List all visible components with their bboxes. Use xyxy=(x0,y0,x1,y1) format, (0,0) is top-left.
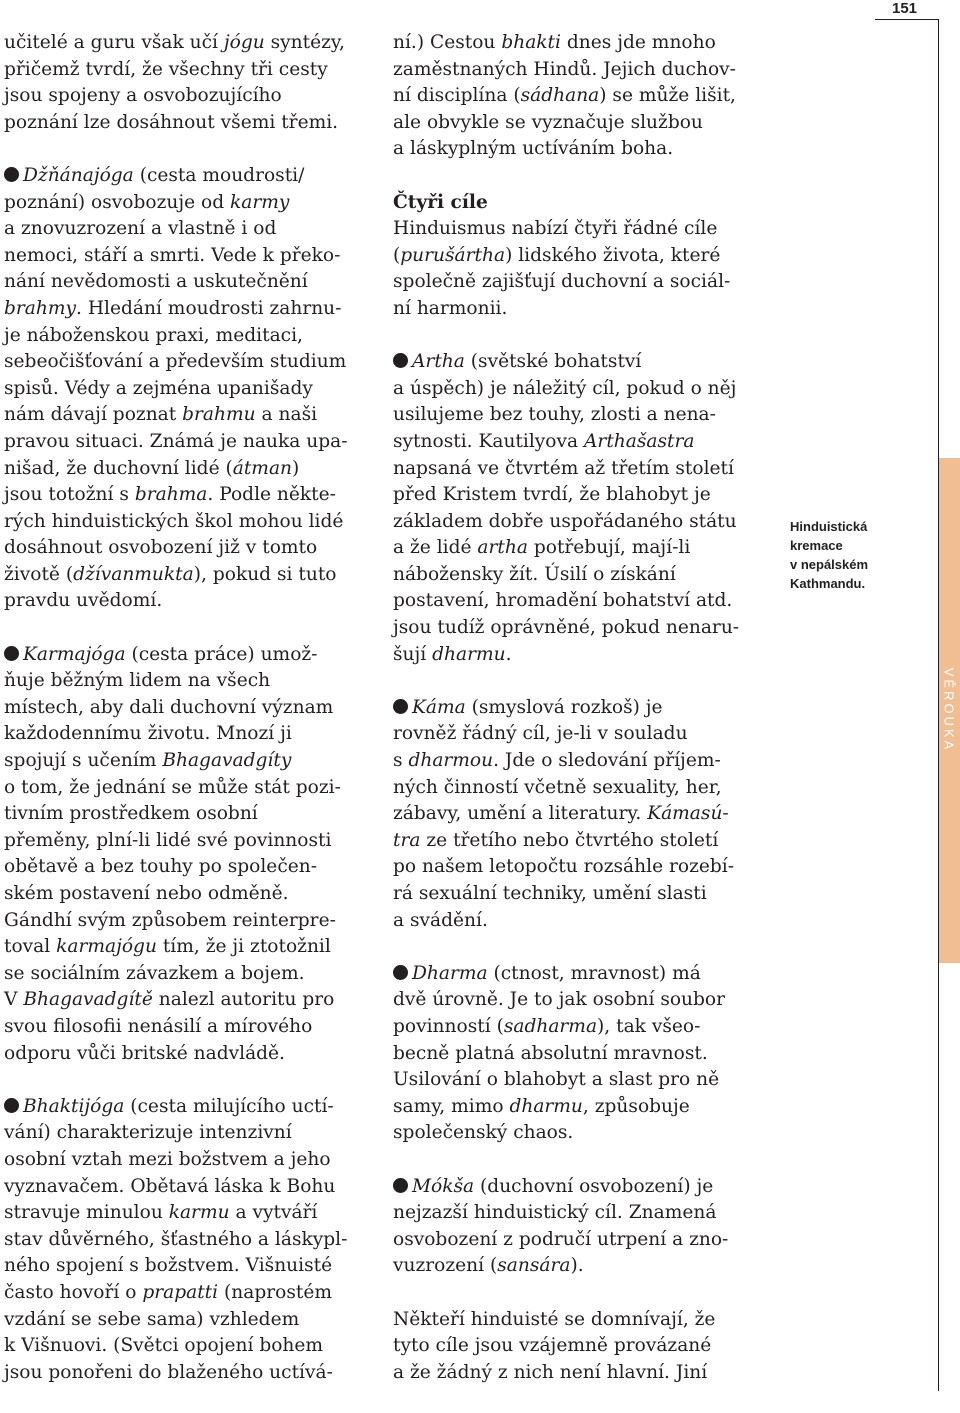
text-run: . xyxy=(505,643,512,665)
text-line: usilujeme bez touhy, zlosti a nena- xyxy=(393,404,716,426)
paragraph-dharma xyxy=(393,961,771,1147)
image-caption xyxy=(790,517,930,593)
text-run: nišad, že duchovní lidé ( xyxy=(4,457,233,479)
text-run: stravuje minulou xyxy=(4,1202,169,1224)
text-run: nalezl autoritu pro xyxy=(152,989,335,1011)
text-line: a znovuzrození a vlastně i od xyxy=(4,218,277,240)
text-run: nám dávají poznat xyxy=(4,404,183,426)
text-line xyxy=(4,456,376,483)
text-run: jsou totožní s xyxy=(4,484,135,506)
paragraph-kama xyxy=(393,695,771,934)
text-line: ných činností včetně sexuality, her, xyxy=(393,776,722,798)
text-line: jsou spojeny a osvobozujícího xyxy=(4,85,282,107)
text-line: rých hinduistických škol mohou lidé xyxy=(4,510,344,532)
term: Bhagavadgítě xyxy=(23,989,153,1011)
text-run: učitelé a guru však učí xyxy=(4,32,224,53)
text-run: ze třetího nebo čtvrtého století xyxy=(420,829,719,851)
text-run: povinností ( xyxy=(393,1015,504,1037)
term: átman xyxy=(232,457,292,479)
text-run: (naprostém xyxy=(218,1281,332,1303)
text-line: přeměny, plní-li lidé své povinnosti xyxy=(4,829,332,851)
term: sádhana xyxy=(520,85,600,107)
text-line: rá sexuální techniky, umění slasti xyxy=(393,883,707,904)
text-line xyxy=(393,642,771,669)
text-line xyxy=(4,402,376,429)
text-line: místech, aby dali duchovní význam xyxy=(4,696,334,718)
text-line xyxy=(393,1014,771,1041)
term: dharmou xyxy=(408,750,494,772)
bullet-icon xyxy=(393,699,408,714)
text-line: základem dobře uspořádaného státu xyxy=(393,510,737,532)
text-line: napsaná ve čtvrtém až třetím století xyxy=(393,457,734,479)
paragraph-karmajoga xyxy=(4,642,376,1068)
text-line: jsou ponořeni do blaženého uctívá- xyxy=(4,1361,333,1383)
right-column xyxy=(393,30,771,1413)
paragraph-intro xyxy=(4,30,376,136)
text-run: ). xyxy=(570,1255,584,1277)
text-line: k Višnuovi. (Světci opojení bohem xyxy=(4,1335,324,1357)
term: Kámasú- xyxy=(647,803,729,825)
caption-line: Hinduistická xyxy=(790,519,868,534)
text-line: je náboženskou praxi, meditaci, xyxy=(4,324,303,346)
text-line xyxy=(393,1094,771,1121)
text-line xyxy=(393,801,771,828)
text-run: zábavy, umění a literatury. xyxy=(393,803,648,825)
term: purušártha xyxy=(400,244,506,266)
text-run: životě ( xyxy=(4,563,74,585)
term: brahmu xyxy=(182,404,256,426)
text-run: ) se může lišit, xyxy=(599,85,736,107)
text-line xyxy=(393,83,771,110)
text-line: po našem letopočtu rozsáhle rozebí- xyxy=(393,856,734,878)
text-run: a že lidé xyxy=(393,537,478,559)
term: bhakti xyxy=(501,32,561,53)
text-line xyxy=(4,642,376,669)
term: Káma xyxy=(412,696,466,718)
text-line: postavení, hromadění bohatství atd. xyxy=(393,590,733,612)
text-line: se sociálním závazkem a bojem. xyxy=(4,962,305,984)
text-line: nejzazší hinduistický cíl. Znamená xyxy=(393,1202,717,1224)
text-run: (světské bohatství xyxy=(464,351,642,373)
text-run: s xyxy=(393,750,409,772)
text-line: zaměstnaných Hindů. Jejich duchov- xyxy=(393,58,736,80)
bullet-icon xyxy=(393,965,408,980)
text-line: pravou situaci. Známá je nauka upa- xyxy=(4,430,348,452)
text-line: ňuje běžným lidem na všech xyxy=(4,670,271,692)
text-line: přičemž tvrdí, že všechny tři cesty xyxy=(4,58,328,80)
text-run: ), pokud si tuto xyxy=(193,563,337,585)
text-line xyxy=(4,1200,376,1227)
text-run: (cesta milujícího uctí- xyxy=(124,1095,334,1117)
section-label: VĚROUKA xyxy=(941,667,957,753)
text-line xyxy=(393,1253,771,1280)
paragraph-dznanajoga xyxy=(4,163,376,615)
term: Artha xyxy=(412,351,465,373)
text-run: dnes jde mnoho xyxy=(560,32,716,53)
text-line: stav důvěrného, šťastného a láskypl- xyxy=(4,1228,348,1250)
text-line: ného spojení s božstvem. Višnuisté xyxy=(4,1255,333,1277)
text-run: toval xyxy=(4,936,57,958)
text-run: syntézy, xyxy=(264,32,345,53)
text-line: a úspěch) je náležitý cíl, pokud o něj xyxy=(393,377,737,399)
term: sadharma xyxy=(503,1015,598,1037)
bullet-icon xyxy=(393,353,408,368)
term: tra xyxy=(393,829,421,851)
text-line: Gándhí svým způsobem reinterpre- xyxy=(4,909,336,931)
text-line: nábožensky žít. Úsilí o získání xyxy=(393,563,676,585)
text-line xyxy=(393,961,771,988)
term: džívanmukta xyxy=(73,563,194,585)
text-line xyxy=(4,748,376,775)
text-line xyxy=(4,987,376,1014)
term: Arthašastra xyxy=(584,430,695,452)
text-line: tyto cíle jsou vzájemně provázané xyxy=(393,1335,712,1357)
text-run: (cesta moudrosti/ xyxy=(133,164,305,186)
text-line xyxy=(4,1280,376,1307)
text-run: potřebují, mají-li xyxy=(527,537,691,559)
term: karmu xyxy=(168,1202,230,1224)
term: Bhaktijóga xyxy=(23,1095,125,1117)
text-line xyxy=(393,535,771,562)
text-line: ní harmonii. xyxy=(393,297,508,319)
text-line: odporu vůči britské nadvládě. xyxy=(4,1042,285,1064)
text-line xyxy=(4,934,376,961)
text-line: vzdání se sebe sama) vzhledem xyxy=(4,1308,300,1330)
term: dharmu xyxy=(509,1095,583,1117)
text-line xyxy=(393,30,771,57)
term: Karmajóga xyxy=(23,643,126,665)
text-line: sebeočišťování a především studium xyxy=(4,351,347,373)
text-line: vyznavačem. Obětavá láska k Bohu xyxy=(4,1175,336,1197)
term: prapatti xyxy=(142,1281,219,1303)
bullet-icon xyxy=(4,167,19,182)
text-line: osobní vztah mezi božstvem a jeho xyxy=(4,1148,331,1170)
text-line xyxy=(393,429,771,456)
text-line: tivním prostředkem osobní xyxy=(4,803,258,825)
text-line: rovněž řádný cíl, je-li v souladu xyxy=(393,723,688,745)
section-ctyri-cile xyxy=(393,190,771,323)
text-run: , způsobuje xyxy=(582,1095,690,1117)
term: Bhagavadgíty xyxy=(162,750,292,772)
term: Dharma xyxy=(412,962,488,984)
text-line: obětavě a bez touhy po společen- xyxy=(4,856,317,878)
text-line: a že žádný z nich není hlavní. Jiní xyxy=(393,1361,708,1383)
text-line: jsou tudíž oprávněné, pokud nenaru- xyxy=(393,617,740,639)
text-run: V xyxy=(4,989,24,1011)
term: sansára xyxy=(497,1255,571,1277)
left-column xyxy=(4,30,376,1413)
term: brahmy xyxy=(4,297,76,319)
caption-line: v nepálském xyxy=(790,557,869,572)
header-rule xyxy=(875,19,939,20)
text-line: poznání lze dosáhnout všemi třemi. xyxy=(4,111,339,133)
text-line: každodennímu životu. Mnozí ji xyxy=(4,723,292,745)
text-line: pravdu uvědomí. xyxy=(4,590,163,612)
text-run: ) xyxy=(292,457,300,479)
text-run: (duchovní osvobození) je xyxy=(474,1175,714,1197)
text-line: nemoci, stáří a smrti. Vede k překo- xyxy=(4,244,341,266)
term: brahma xyxy=(134,484,208,506)
term: Džňánajóga xyxy=(23,164,134,186)
text-run: poznání) osvobozuje od xyxy=(4,191,231,213)
text-line: a láskyplným uctíváním boha. xyxy=(393,138,674,160)
bullet-icon xyxy=(393,1178,408,1193)
text-run: ní.) Cestou xyxy=(393,32,502,53)
text-run: (smyslová rozkoš) je xyxy=(465,696,663,718)
text-line: dvě úrovně. Je to jak osobní soubor xyxy=(393,989,726,1011)
text-run: vuzrození ( xyxy=(393,1255,498,1277)
text-line xyxy=(4,482,376,509)
text-run: ) lidského života, které xyxy=(505,244,721,266)
text-line: společenský chaos. xyxy=(393,1122,574,1144)
text-line xyxy=(393,748,771,775)
text-line: nání nevědomosti a uskutečnění xyxy=(4,271,308,293)
text-run: . Jde o sledování příjem- xyxy=(493,750,721,772)
term: jógu xyxy=(223,32,265,53)
text-run: ní disciplína ( xyxy=(393,85,521,107)
text-line xyxy=(4,562,376,589)
text-run: samy, mimo xyxy=(393,1095,510,1117)
paragraph-artha xyxy=(393,349,771,668)
text-line: ale obvykle se vyznačuje službou xyxy=(393,111,703,133)
text-run: . Podle někte- xyxy=(207,484,336,506)
bullet-icon xyxy=(4,1098,19,1113)
text-line: o tom, že jednání se může stát pozi- xyxy=(4,776,341,798)
text-run: a vytváří xyxy=(229,1202,318,1224)
text-line: společně zajišťují duchovní a sociál- xyxy=(393,271,731,293)
term: karmy xyxy=(230,191,290,213)
page-number: 151 xyxy=(892,0,918,17)
text-line xyxy=(393,695,771,722)
paragraph-moksa xyxy=(393,1174,771,1280)
text-line: před Kristem tvrdí, že blahobyt je xyxy=(393,484,711,506)
paragraph-bhakti-cont xyxy=(393,30,771,163)
text-line: dosáhnout osvobození již v tomto xyxy=(4,537,318,559)
text-line: Někteří hinduisté se domnívají, že xyxy=(393,1308,716,1330)
text-line: vání) charakterizuje intenzivní xyxy=(4,1122,292,1144)
text-line xyxy=(4,296,376,323)
paragraph-closing xyxy=(393,1307,771,1387)
text-line xyxy=(393,828,771,855)
text-line xyxy=(4,30,376,57)
text-run: spojují s učením xyxy=(4,750,163,772)
caption-line: kremace xyxy=(790,538,843,553)
text-line xyxy=(4,163,376,190)
text-run: často hovoří o xyxy=(4,1281,143,1303)
text-line xyxy=(4,1094,376,1121)
text-line: osvobození z područí utrpení a zno- xyxy=(393,1228,729,1250)
term: Mókša xyxy=(412,1175,475,1197)
text-run: šují xyxy=(393,643,433,665)
text-line xyxy=(393,243,771,270)
text-run: . Hledání moudrosti zahrnu- xyxy=(76,297,342,319)
text-line: svou filosofii nenásilí a mírového xyxy=(4,1015,313,1037)
text-line: becně platná absolutní mravnost. xyxy=(393,1042,708,1064)
text-run: tím, že ji ztotožnil xyxy=(156,936,331,958)
section-heading: Čtyři cíle xyxy=(393,191,488,213)
term: dharmu xyxy=(432,643,506,665)
bullet-icon xyxy=(4,646,19,661)
term: karmajógu xyxy=(56,936,157,958)
text-run: (cesta práce) umož- xyxy=(125,643,318,665)
text-run: ( xyxy=(393,244,401,266)
text-run: (ctnost, mravnost) má xyxy=(487,962,701,984)
text-line: spisů. Védy a zejména upanišady xyxy=(4,377,313,399)
text-line: ském postavení nebo odměně. xyxy=(4,883,289,904)
text-line: Hinduismus nabízí čtyři řádné cíle xyxy=(393,218,718,240)
text-run: ), tak všeo- xyxy=(597,1015,701,1037)
text-run: sytnosti. Kautilyova xyxy=(393,430,584,452)
text-run: a naši xyxy=(255,404,318,426)
text-line xyxy=(393,349,771,376)
text-line xyxy=(393,1174,771,1201)
text-line: a svádění. xyxy=(393,909,488,931)
caption-line: Kathmandu. xyxy=(790,576,866,591)
term: artha xyxy=(477,537,528,559)
text-line: Usilování o blahobyt a slast pro ně xyxy=(393,1069,720,1091)
text-line xyxy=(4,190,376,217)
paragraph-bhaktijoga xyxy=(4,1094,376,1387)
